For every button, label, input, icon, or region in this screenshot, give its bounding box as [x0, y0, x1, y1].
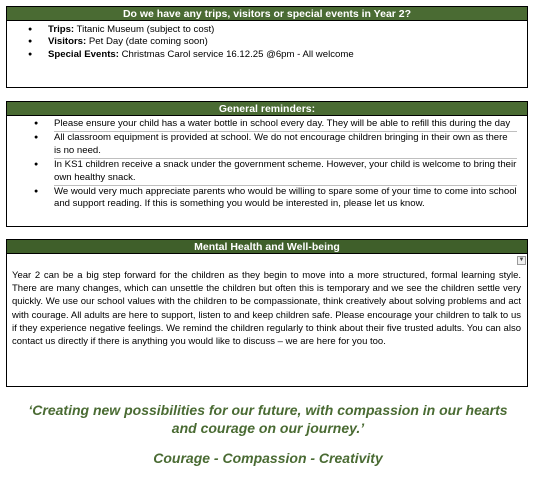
trips-item [48, 24, 527, 36]
trips-header: Do we have any trips, visitors or special events in Year 2? [7, 7, 527, 21]
trips-item-label: Trips: [48, 24, 75, 35]
mental-health-body: Year 2 can be a big step forward for the children as they begin to move into a more structured, formal learning style. There are many changes, which can unsettle the children but often this is temporary and we see the children settle very quickly. We use our school values with the children to be compassionate, think creatively about solving problems and act with courage. All adults are here to support, listen to and keep children safe. Please encourage your children to talk to us if they experience negative feelings. We remind the children regularly to think about their five trusted adults. You can also contact us directly if there is anything you would like to discuss – we are here for you too. [12, 270, 521, 348]
reminders-section [6, 101, 528, 227]
mental-health-header: Mental Health and Well-being [7, 240, 527, 254]
visitors-item [48, 36, 527, 48]
reminders-list [7, 116, 527, 212]
reminder-item-water-bottle: ● Please ensure your child has a water bottle in school every day. They will be able to refill this during the day [54, 118, 517, 132]
visitors-item-label: Visitors: [48, 36, 87, 48]
mental-health-section [6, 239, 528, 387]
dropdown-arrow-icon[interactable]: ▼ [518, 257, 525, 263]
visitors-item-text: Pet Day (date coming soon) [86, 36, 208, 48]
trips-item-text: Titanic Museum (subject to cost) [74, 24, 215, 35]
reminder-item-equipment: ● All classroom equipment is provided at school. We do not encourage children bringing in their own as there is no need. [54, 132, 517, 159]
trips-list [7, 21, 527, 61]
reminders-header: General reminders: [7, 102, 527, 116]
school-motto: Courage - Compassion - Creativity [153, 450, 383, 466]
special-events-item-label: Special Events: [48, 48, 119, 60]
special-events-item [48, 49, 527, 61]
trips-section [6, 6, 528, 88]
special-events-item-text: Christmas Carol service 16.12.25 @6pm - All welcome [118, 48, 354, 60]
reminder-item-reading: ● We would very much appreciate parents who would be willing to spare some of your time to come into school and support reading. If this is something you would be interested in, please let us know. [54, 186, 517, 212]
reminder-item-snack: ● In KS1 children receive a snack under the government scheme. However, your child is welcome to bring their own healthy snack. [54, 159, 517, 186]
school-quote: ‘Creating new possibilities for our future, with compassion in our hearts and courage on our journey.’ [28, 402, 508, 436]
